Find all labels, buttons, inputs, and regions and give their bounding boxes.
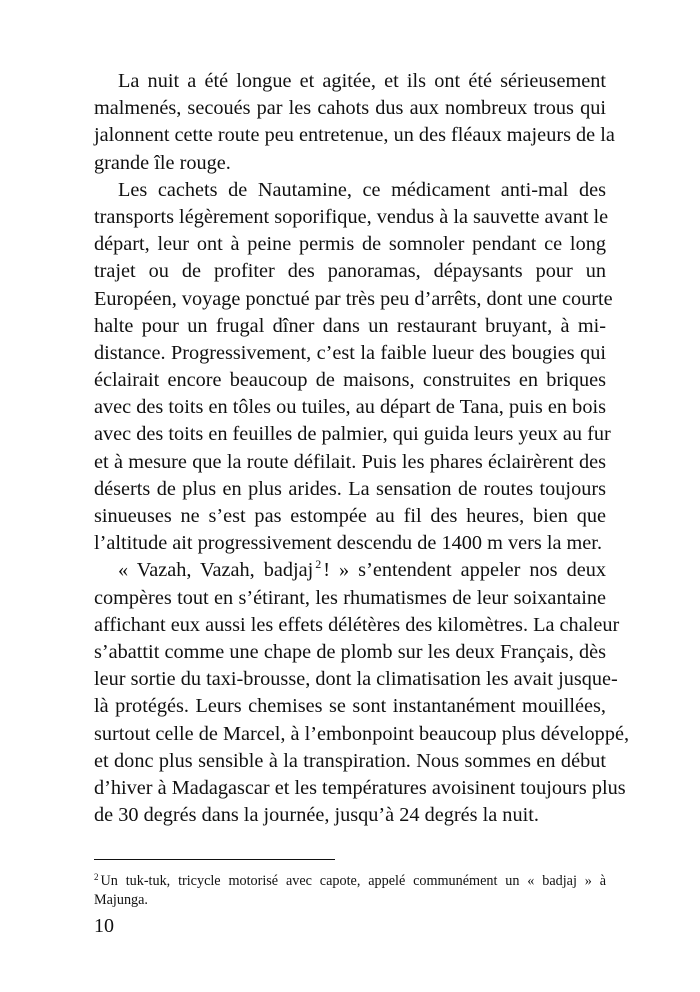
footnote-line bbox=[94, 872, 606, 891]
text-line: jalonnent cette route peu entretenue, un des fléaux majeurs de la bbox=[94, 124, 615, 147]
text-line: et donc plus sensible à la transpiration. Nous sommes en début bbox=[94, 749, 606, 772]
footnote bbox=[94, 872, 606, 910]
text-line: leur sortie du taxi-brousse, dont la climatisation les avait jusque- bbox=[94, 668, 618, 691]
footnote-reference[interactable]: 2 bbox=[315, 557, 322, 572]
text-line: sinueuses ne s’est pas estompée au fil des heures, bien que bbox=[94, 505, 606, 527]
text-line: l’altitude ait progressivement descendu de 1400 m vers la mer. bbox=[94, 532, 603, 555]
text-line: grande île rouge. bbox=[94, 151, 231, 174]
text-line: départ, leur ont à peine permis de somnoler pendant ce long bbox=[94, 233, 606, 256]
text-line bbox=[94, 557, 606, 584]
paragraph bbox=[94, 68, 615, 177]
text-segment: « Vazah, Vazah, badjaj bbox=[118, 559, 314, 582]
text-line: La nuit a été longue et agitée, et ils ont été sérieusement bbox=[118, 70, 606, 92]
text-line: déserts de plus en plus arides. La sensation de routes toujours bbox=[94, 477, 606, 500]
text-line: affichant eux aussi les effets délétères des kilomètres. La chaleur bbox=[94, 613, 620, 636]
text-line: Européen, voyage ponctué par très peu d’arrêts, dont une courte bbox=[94, 287, 613, 310]
text-line: trajet ou de profiter des panoramas, dépaysants pour un bbox=[94, 260, 606, 283]
text-line: et à mesure que la route défilait. Puis les phares éclairèrent des bbox=[94, 450, 606, 473]
footnote-marker: 2 bbox=[94, 872, 99, 882]
text-line: transports légèrement soporifique, vendus à la sauvette avant le bbox=[94, 205, 609, 228]
text-line: là protégés. Leurs chemises se sont instantanément mouillées, bbox=[94, 695, 606, 718]
text-line: surtout celle de Marcel, à l’embonpoint beaucoup plus développé, bbox=[94, 722, 630, 745]
text-line: avec des toits en feuilles de palmier, qui guida leurs yeux au fur bbox=[94, 423, 611, 446]
footnote-separator bbox=[94, 859, 335, 860]
footnote-line: Majunga. bbox=[94, 892, 148, 908]
text-line: distance. Progressivement, c’est la faible lueur des bougies qui bbox=[94, 341, 606, 364]
text-line: de 30 degrés dans la journée, jusqu’à 24 degrés la nuit. bbox=[94, 804, 539, 827]
footnote-text: Un tuk-tuk, tricycle motorisé avec capote, appelé communément un « badjaj » à bbox=[100, 873, 606, 889]
text-segment: ! » s’entendent appeler nos deux bbox=[323, 559, 606, 582]
text-line: avec des toits en tôles ou tuiles, au départ de Tana, puis en bois bbox=[94, 396, 606, 419]
paragraph bbox=[94, 557, 630, 829]
text-line: éclairait encore beaucoup de maisons, construites en briques bbox=[94, 369, 606, 392]
page-number: 10 bbox=[94, 915, 114, 937]
text-line: compères tout en s’étirant, les rhumatismes de leur soixantaine bbox=[94, 586, 606, 609]
text-line: malmenés, secoués par les cahots dus aux nombreux trous qui bbox=[94, 97, 606, 120]
text-line: Les cachets de Nautamine, ce médicament anti-mal des bbox=[118, 178, 606, 201]
paragraph bbox=[94, 177, 613, 558]
text-line: s’abattit comme une chape de plomb sur les deux Français, dès bbox=[94, 640, 606, 663]
text-line: halte pour un frugal dîner dans un restaurant bruyant, à mi- bbox=[94, 314, 606, 337]
text-line: d’hiver à Madagascar et les températures avoisinent toujours plus bbox=[94, 776, 626, 799]
body-text bbox=[94, 68, 630, 829]
